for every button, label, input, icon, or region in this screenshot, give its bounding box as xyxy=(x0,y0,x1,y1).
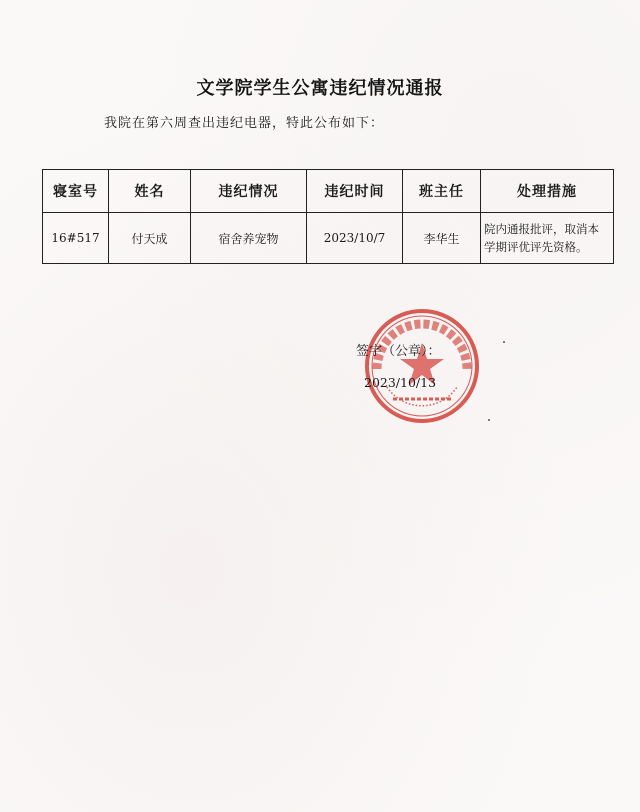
table-row xyxy=(43,213,614,264)
violation-table xyxy=(42,169,614,264)
cell-time: 2023/10/7 xyxy=(307,213,403,264)
cell-violation: 宿舍养宠物 xyxy=(191,213,307,264)
cell-measure: 院内通报批评，取消本学期评优评先资格。 xyxy=(481,213,614,264)
document-title: 文学院学生公寓违纪情况通报 xyxy=(196,78,444,99)
signature-label: 签字（公章）： xyxy=(356,344,441,359)
intro-text: 我院在第六周查出违纪电器，特此公布如下： xyxy=(104,116,385,131)
header-violation: 违纪情况 xyxy=(191,170,307,213)
table-header-row xyxy=(43,170,614,213)
header-advisor: 班主任 xyxy=(403,170,481,213)
cell-advisor: 李华生 xyxy=(403,213,481,264)
official-seal xyxy=(363,307,481,425)
header-name: 姓名 xyxy=(109,170,191,213)
cell-room: 16#517 xyxy=(43,213,109,264)
header-time: 违纪时间 xyxy=(307,170,403,213)
paper-speck xyxy=(503,341,505,343)
signature-date: 2023/10/13 xyxy=(364,375,437,390)
paper-speck xyxy=(488,419,490,421)
header-room: 寝室号 xyxy=(43,170,109,213)
cell-name: 付天成 xyxy=(109,213,191,264)
header-measure: 处理措施 xyxy=(481,170,614,213)
